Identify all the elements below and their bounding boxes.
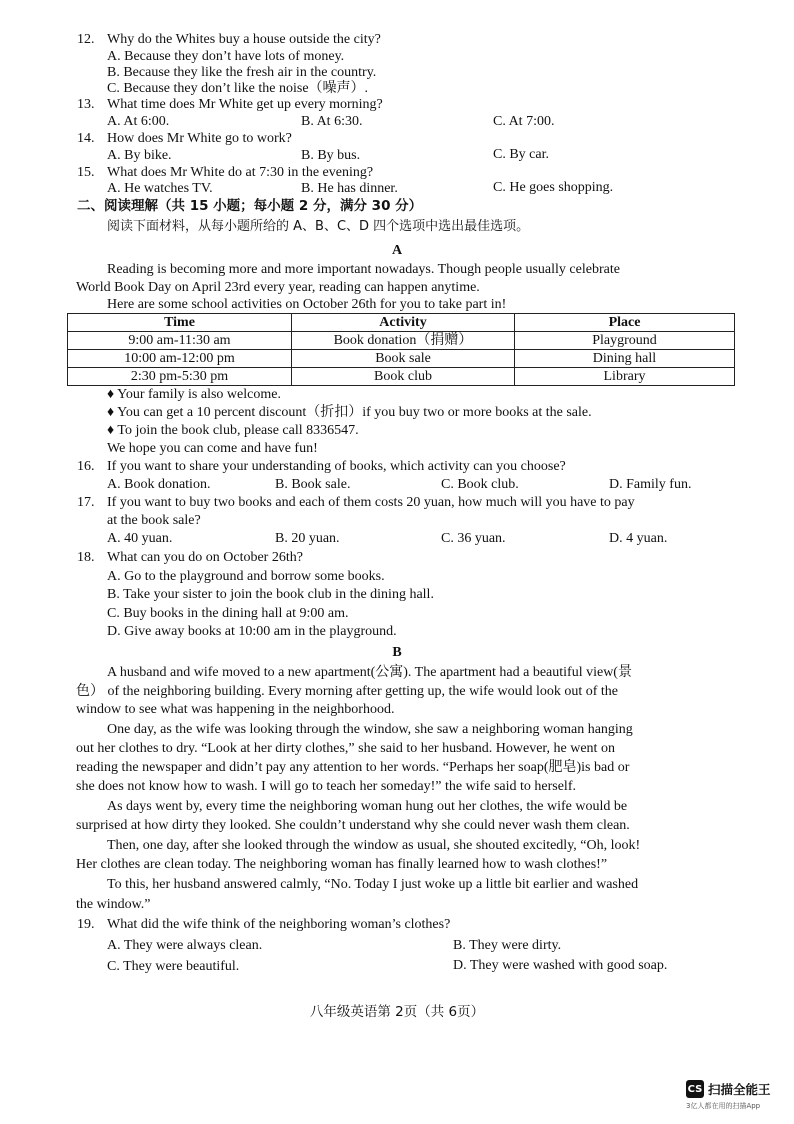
passage-line: Here are some school activities on October 26th for you to take part in! bbox=[107, 297, 507, 312]
question-stem: What did the wife think of the neighboring woman’s clothes? bbox=[107, 917, 451, 932]
option-text: C. Buy books in the dining hall at 9:00 am. bbox=[107, 606, 349, 621]
passage-line: the window.” bbox=[76, 897, 151, 912]
question-number: 14. bbox=[77, 131, 95, 146]
option-text: C. Book club. bbox=[441, 477, 519, 492]
passage-line: reading the newspaper and didn’t pay any attention to her words. “Perhaps her soap(肥皂)is bad or bbox=[76, 760, 630, 775]
question-number: 16. bbox=[77, 459, 95, 474]
question-stem: Why do the Whites buy a house outside the city? bbox=[107, 32, 381, 47]
scanner-tagline: 3亿人都在用的扫描App bbox=[686, 1102, 761, 1110]
question-number: 17. bbox=[77, 495, 95, 510]
option-text: A. They were always clean. bbox=[107, 938, 263, 953]
passage-line: Her clothes are clean today. The neighboring woman has finally learned how to wash clothes!” bbox=[76, 857, 608, 872]
note-line: We hope you can come and have fun! bbox=[107, 441, 318, 456]
option-text: B. Take your sister to join the book club in the dining hall. bbox=[107, 587, 434, 602]
option-text: A. By bike. bbox=[107, 148, 172, 163]
passage-line: As days went by, every time the neighboring woman hung out her clothes, the wife would be bbox=[107, 799, 628, 814]
passage-line: Then, one day, after she looked through the window as usual, she shouted excitedly, “Oh, look! bbox=[107, 838, 641, 853]
question-number: 19. bbox=[77, 917, 95, 932]
question-stem: How does Mr White go to work? bbox=[107, 131, 292, 146]
passage-label: A bbox=[391, 243, 403, 258]
question-stem: What can you do on October 26th? bbox=[107, 550, 303, 565]
option-text: C. He goes shopping. bbox=[493, 180, 614, 195]
option-text: C. At 7:00. bbox=[493, 114, 555, 129]
option-text: A. At 6:00. bbox=[107, 114, 170, 129]
activity-table bbox=[67, 313, 735, 386]
option-text: B. He has dinner. bbox=[301, 181, 398, 196]
header-time: Time bbox=[68, 314, 292, 332]
passage-line: World Book Day on April 23rd every year, reading can happen anytime. bbox=[76, 280, 480, 295]
table-cell: 10:00 am-12:00 pm bbox=[68, 350, 292, 368]
option-text: D. 4 yuan. bbox=[609, 531, 668, 546]
passage-line: 色） of the neighboring building. Every morning after getting up, the wife would look out of the bbox=[76, 684, 619, 699]
cs-logo-icon: CS bbox=[686, 1080, 704, 1098]
option-text: C. 36 yuan. bbox=[441, 531, 506, 546]
option-text: C. Because they don’t like the noise（噪声）. bbox=[107, 81, 369, 96]
question-number: 18. bbox=[77, 550, 95, 565]
option-text: B. Book sale. bbox=[275, 477, 351, 492]
passage-line: One day, as the wife was looking through the window, she saw a neighboring woman hanging bbox=[107, 722, 633, 737]
option-text: B. 20 yuan. bbox=[275, 531, 340, 546]
passage-line: surprised at how dirty they looked. She couldn’t understand why she could never wash them clean. bbox=[76, 818, 630, 833]
option-text: B. Because they like the fresh air in the country. bbox=[107, 65, 377, 80]
question-number: 15. bbox=[77, 165, 95, 180]
option-text: A. Book donation. bbox=[107, 477, 211, 492]
question-stem-cont: at the book sale? bbox=[107, 513, 201, 528]
option-text: C. By car. bbox=[493, 147, 549, 162]
table-cell: Book club bbox=[292, 368, 515, 386]
question-stem: If you want to buy two books and each of them costs 20 yuan, how much will you have to pay bbox=[107, 495, 635, 510]
note-line: ♦ You can get a 10 percent discount（折扣）if you buy two or more books at the sale. bbox=[107, 405, 592, 420]
question-stem: If you want to share your understanding of books, which activity can you choose? bbox=[107, 459, 566, 474]
header-place: Place bbox=[515, 314, 735, 332]
option-text: B. At 6:30. bbox=[301, 114, 363, 129]
passage-line: window to see what was happening in the neighborhood. bbox=[76, 702, 395, 717]
table-row bbox=[68, 368, 735, 386]
section-instruction: 阅读下面材料，从每小题所给的 A、B、C、D 四个选项中选出最佳选项。 bbox=[107, 219, 530, 234]
passage-label: B bbox=[392, 645, 402, 660]
question-stem: What time does Mr White get up every morning? bbox=[107, 97, 383, 112]
option-text: C. They were beautiful. bbox=[107, 959, 240, 974]
question-stem: What does Mr White do at 7:30 in the evening? bbox=[107, 165, 374, 180]
table-row bbox=[68, 332, 735, 350]
question-number: 13. bbox=[77, 97, 95, 112]
note-line: ♦ To join the book club, please call 8336547. bbox=[107, 423, 359, 438]
table-cell: Book donation（捐赠） bbox=[292, 332, 515, 350]
option-text: B. By bus. bbox=[301, 148, 361, 163]
header-activity: Activity bbox=[292, 314, 515, 332]
scanner-app-name: 扫描全能王 bbox=[708, 1082, 771, 1097]
section-heading: 二、阅读理解（共 15 小题；每小题 2 分，满分 30 分） bbox=[77, 198, 423, 214]
table-cell: 2:30 pm-5:30 pm bbox=[68, 368, 292, 386]
question-number: 12. bbox=[77, 32, 95, 47]
table-cell: Library bbox=[515, 368, 735, 386]
option-text: A. Because they don’t have lots of money. bbox=[107, 49, 345, 64]
passage-line: out her clothes to dry. “Look at her dirty clothes,” she said to her husband. However, he went on bbox=[76, 741, 615, 756]
option-text: A. Go to the playground and borrow some books. bbox=[107, 569, 385, 584]
passage-line: she does not know how to wash. I will go to teach her someday!” the wife said to herself. bbox=[76, 779, 576, 794]
table-header-row bbox=[68, 314, 735, 332]
table-cell: 9:00 am-11:30 am bbox=[68, 332, 292, 350]
table-row bbox=[68, 350, 735, 368]
option-text: A. He watches TV. bbox=[107, 181, 213, 196]
passage-line: A husband and wife moved to a new apartment(公寓). The apartment had a beautiful view(景 bbox=[107, 665, 632, 680]
table-cell: Dining hall bbox=[515, 350, 735, 368]
passage-line: To this, her husband answered calmly, “No. Today I just woke up a little bit earlier and washed bbox=[107, 877, 639, 892]
table-cell: Book sale bbox=[292, 350, 515, 368]
note-line: ♦ Your family is also welcome. bbox=[107, 387, 281, 402]
option-text: A. 40 yuan. bbox=[107, 531, 173, 546]
option-text: B. They were dirty. bbox=[453, 938, 562, 953]
table-cell: Playground bbox=[515, 332, 735, 350]
option-text: D. They were washed with good soap. bbox=[453, 958, 668, 973]
passage-line: Reading is becoming more and more important nowadays. Though people usually celebrate bbox=[107, 262, 620, 277]
scanner-watermark bbox=[686, 1080, 771, 1110]
option-text: D. Give away books at 10:00 am in the playground. bbox=[107, 624, 397, 639]
page-footer: 八年级英语第 2页（共 6页） bbox=[309, 1004, 485, 1020]
option-text: D. Family fun. bbox=[609, 477, 692, 492]
